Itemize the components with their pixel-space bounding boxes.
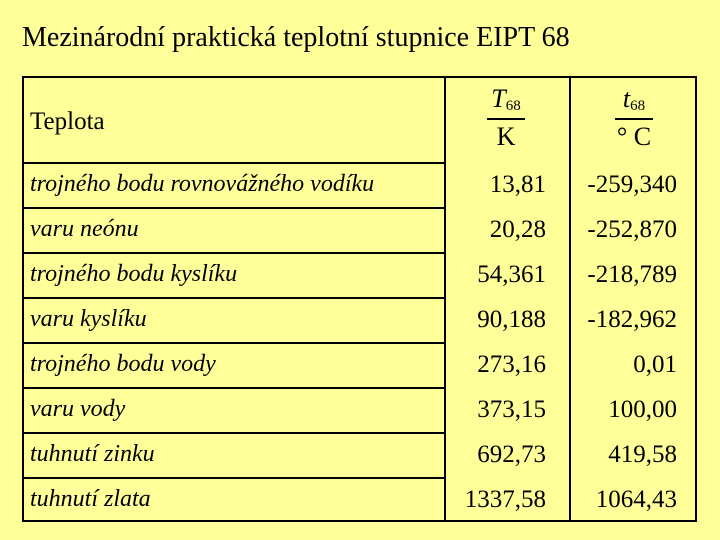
celsius-subscript: 68 <box>630 98 646 114</box>
table-row <box>24 254 695 298</box>
table-row <box>24 479 695 523</box>
celsius-symbol: t <box>622 84 631 113</box>
row-kelvin: 13,81 <box>489 171 546 198</box>
row-celsius: -218,789 <box>587 261 677 288</box>
row-celsius: 1064,43 <box>595 486 677 513</box>
kelvin-symbol: T <box>491 84 506 113</box>
row-kelvin: 20,28 <box>489 216 546 243</box>
table-row <box>24 344 695 388</box>
fraction-bar <box>615 118 653 120</box>
row-kelvin: 273,16 <box>477 351 546 378</box>
celsius-unit: ° C <box>616 122 652 151</box>
page-title: Mezinárodní praktická teplotní stupnice EIPT 68 <box>22 22 570 53</box>
row-name: varu vody <box>30 396 126 422</box>
row-celsius: 419,58 <box>608 441 677 468</box>
table-row <box>24 389 695 433</box>
table-row <box>24 434 695 478</box>
row-celsius: 100,00 <box>608 396 677 423</box>
row-celsius: -259,340 <box>587 171 677 198</box>
header-kelvin <box>446 84 566 154</box>
fraction-bar <box>487 118 525 120</box>
table-row <box>24 164 695 208</box>
temperature-table <box>22 76 697 522</box>
row-name: varu neónu <box>30 216 139 242</box>
table-row <box>24 209 695 253</box>
row-name: trojného bodu kyslíku <box>30 261 238 287</box>
header-celsius <box>574 84 694 154</box>
row-name: tuhnutí zlata <box>30 486 151 512</box>
row-name: trojného bodu vody <box>30 351 216 377</box>
row-celsius: 0,01 <box>633 351 677 378</box>
row-kelvin: 692,73 <box>477 441 546 468</box>
row-celsius: -182,962 <box>587 306 677 333</box>
row-kelvin: 54,361 <box>477 261 546 288</box>
header-label: Teplota <box>30 108 105 135</box>
row-kelvin: 90,188 <box>477 306 546 333</box>
row-name: varu kyslíku <box>30 306 147 332</box>
kelvin-unit: K <box>496 122 516 151</box>
row-kelvin: 373,15 <box>477 396 546 423</box>
table-row <box>24 299 695 343</box>
row-name: trojného bodu rovnovážného vodíku <box>30 171 375 197</box>
row-celsius: -252,870 <box>587 216 677 243</box>
row-name: tuhnutí zinku <box>30 441 155 467</box>
row-kelvin: 1337,58 <box>464 486 546 513</box>
kelvin-subscript: 68 <box>505 98 521 114</box>
